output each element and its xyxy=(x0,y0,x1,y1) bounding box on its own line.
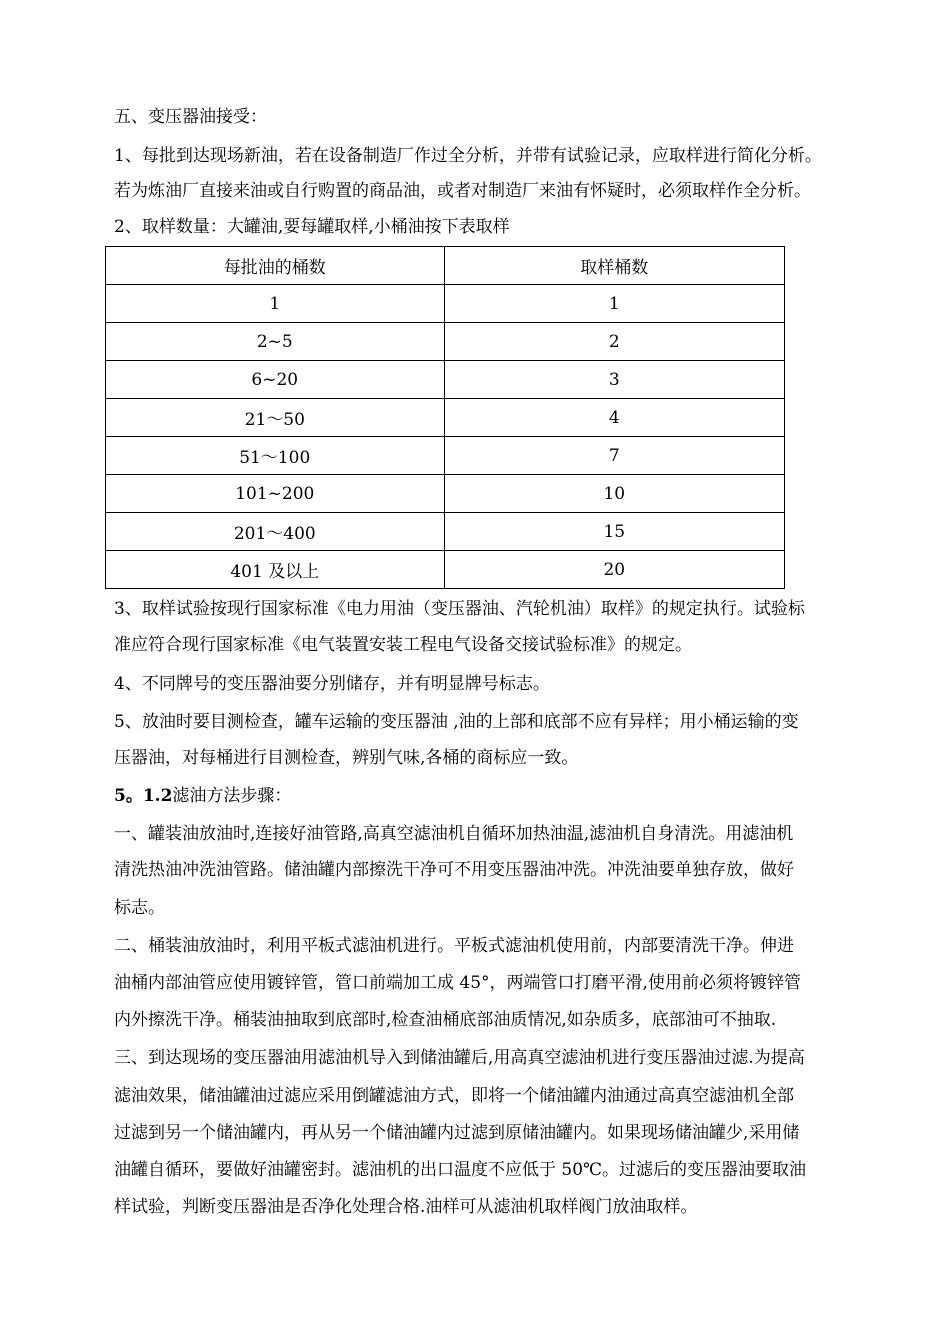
step-3-line-2: 滤油效果，储油罐油过滤应采用倒罐滤油方式，即将一个储油罐内油通过高真空滤油机全部 xyxy=(114,1086,794,1106)
step-1-line-2: 清洗热油冲洗油管路。储油罐内部擦洗干净可不用变压器油冲洗。冲洗油要单独存放，做好 xyxy=(114,860,794,880)
table-cell: 201～400 xyxy=(106,513,445,551)
table-cell: 51～100 xyxy=(106,437,445,475)
table-cell: 1 xyxy=(106,285,445,323)
table-cell: 10 xyxy=(444,475,784,513)
step-1-line-1: 一、罐装油放油时,连接好油管路,高真空滤油机自循环加热油温,滤油机自身清洗。用滤油机 xyxy=(114,824,794,844)
paragraph-5-line-2: 压器油，对每桶进行目测检查，辨别气味,各桶的商标应一致。 xyxy=(114,748,579,768)
table-row xyxy=(106,399,785,437)
step-3-line-5: 样试验，判断变压器油是否净化处理合格.油样可从滤油机取样阀门放油取样。 xyxy=(114,1197,698,1217)
table-cell: 20 xyxy=(444,551,784,589)
paragraph-1-line-2: 若为炼油厂直接来油或自行购置的商品油，或者对制造厂来油有怀疑时，必须取样作全分析。 xyxy=(114,181,811,201)
step-3-line-1: 三、到达现场的变压器油用滤油机导入到储油罐后,用高真空滤油机进行变压器油过滤.为提高 xyxy=(114,1048,805,1068)
paragraph-5-line-1: 5、放油时要目测检查，罐车运输的变压器油 ,油的上部和底部不应有异样；用小桶运输的变 xyxy=(114,712,799,732)
table-cell: 3 xyxy=(444,361,784,399)
table-row xyxy=(106,513,785,551)
step-3-line-3: 过滤到另一个储油罐内，再从另一个储油罐内过滤到原储油罐内。如果现场储油罐少,采用储 xyxy=(114,1123,800,1143)
table-cell: 6~20 xyxy=(106,361,445,399)
table-cell: 7 xyxy=(444,437,784,475)
table-row xyxy=(106,475,785,513)
section-heading-filtering-steps xyxy=(114,785,894,807)
table-row xyxy=(106,437,785,475)
step-1-line-3: 标志。 xyxy=(114,898,165,918)
step-3-line-4: 油罐自循环，要做好油罐密封。滤油机的出口温度不应低于 50℃。过滤后的变压器油要取油 xyxy=(114,1160,807,1180)
paragraph-3-line-2: 准应符合现行国家标准《电气装置安装工程电气设备交接试验标准》的规定。 xyxy=(114,635,692,655)
paragraph-3-line-1: 3、取样试验按现行国家标准《电力用油（变压器油、汽轮机油）取样》的规定执行。试验标 xyxy=(114,599,805,619)
step-2-line-2: 油桶内部油管应使用镀锌管，管口前端加工成 45°，两端管口打磨平滑,使用前必须将镀锌管 xyxy=(114,973,801,993)
table-row xyxy=(106,361,785,399)
table-row xyxy=(106,285,785,323)
paragraph-4: 4、不同牌号的变压器油要分别储存，并有明显牌号标志。 xyxy=(114,674,550,694)
paragraph-2: 2、取样数量：大罐油,要每罐取样,小桶油按下表取样 xyxy=(114,217,510,237)
table-cell: 2~5 xyxy=(106,323,445,361)
table-cell: 1 xyxy=(444,285,784,323)
section-title: 滤油方法步骤： xyxy=(172,786,292,806)
table-cell: 2 xyxy=(444,323,784,361)
section-number: 5。1.2 xyxy=(114,786,173,806)
table-header-barrels-per-batch: 每批油的桶数 xyxy=(106,247,445,285)
table-cell: 21～50 xyxy=(106,399,445,437)
sampling-table xyxy=(105,246,785,589)
table-cell: 15 xyxy=(444,513,784,551)
table-header-row xyxy=(106,247,785,285)
table-cell: 4 xyxy=(444,399,784,437)
section-heading-oil-acceptance: 五、变压器油接受： xyxy=(114,107,267,127)
table-header-sample-barrels: 取样桶数 xyxy=(444,247,784,285)
table-cell: 401 及以上 xyxy=(106,551,445,589)
paragraph-1-line-1: 1、每批到达现场新油，若在设备制造厂作过全分析，并带有试验记录，应取样进行简化分析。 xyxy=(114,146,822,166)
table-row xyxy=(106,551,785,589)
table-cell: 101~200 xyxy=(106,475,445,513)
step-2-line-1: 二、桶装油放油时，利用平板式滤油机进行。平板式滤油机使用前，内部要清洗干净。伸进 xyxy=(114,936,794,956)
step-2-line-3: 内外擦洗干净。桶装油抽取到底部时,检查油桶底部油质情况,如杂质多，底部油可不抽取. xyxy=(114,1010,777,1030)
table-row xyxy=(106,323,785,361)
